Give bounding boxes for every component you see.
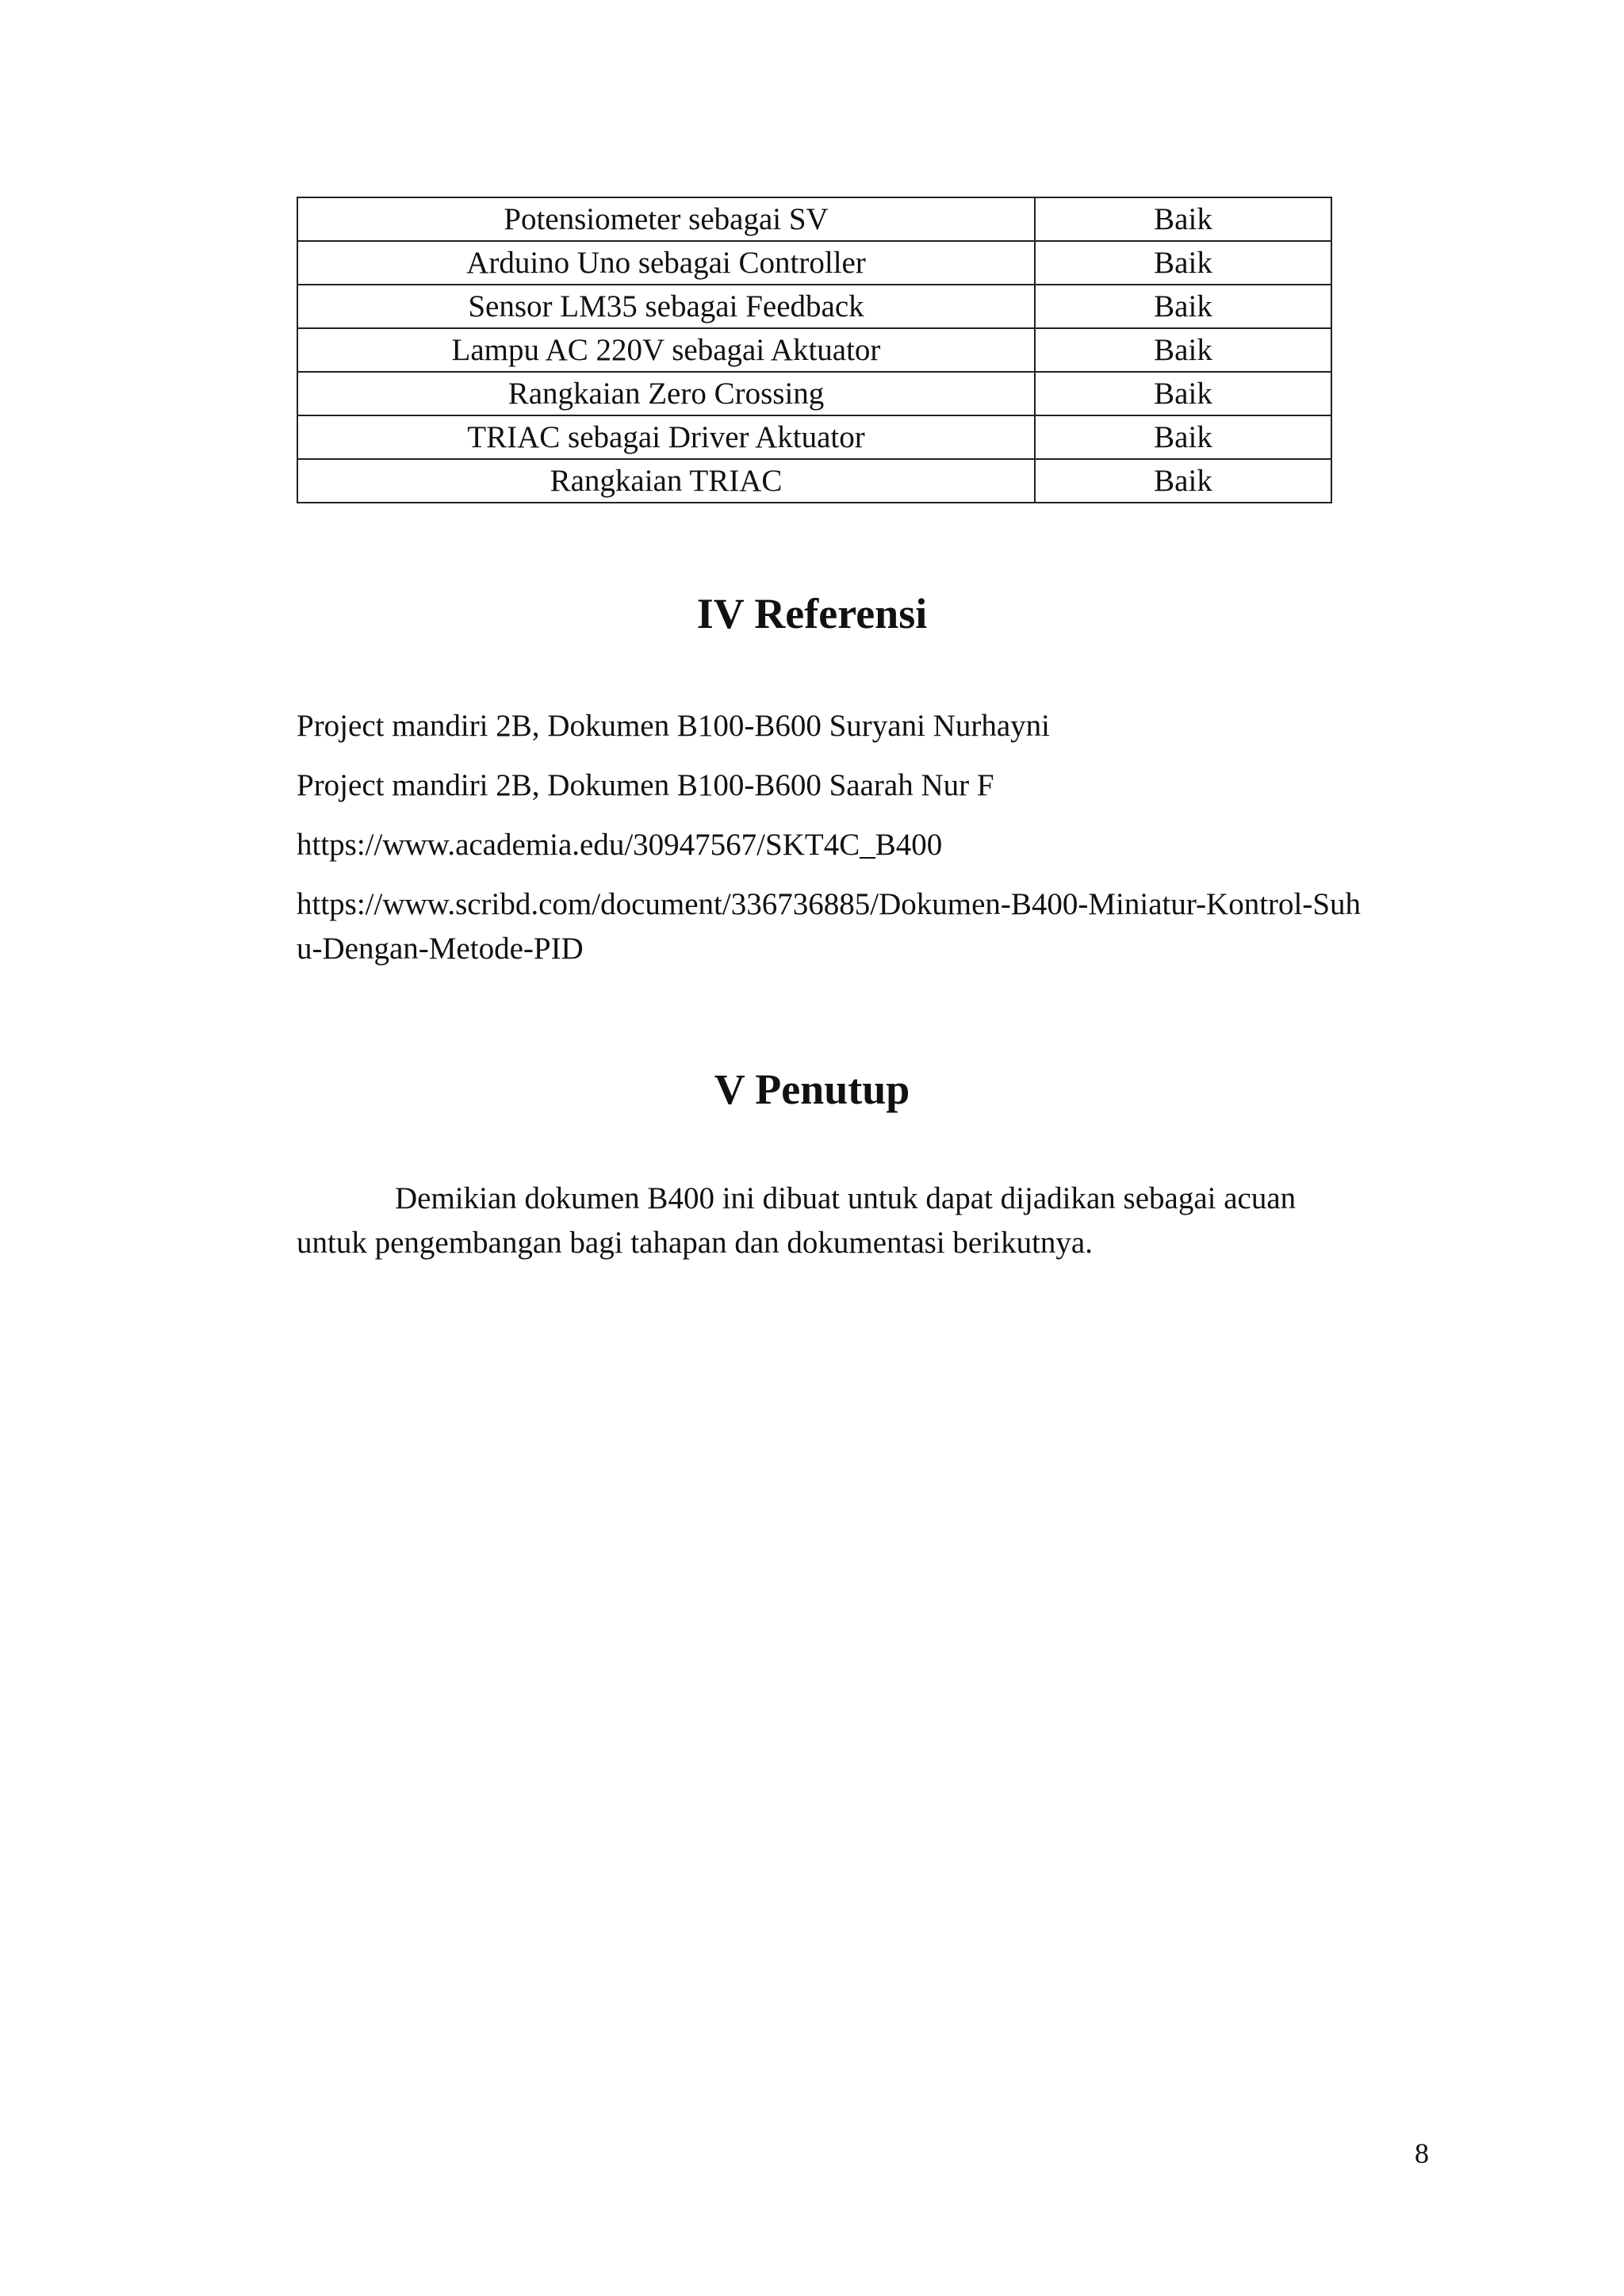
table-row: [297, 415, 1331, 459]
status-cell: Baik: [1035, 197, 1331, 241]
status-cell: Baik: [1035, 372, 1331, 415]
table-row: [297, 241, 1331, 285]
reference-item: Project mandiri 2B, Dokumen B100-B600 Saarah Nur F: [297, 768, 994, 802]
component-cell: Rangkaian Zero Crossing: [297, 372, 1035, 415]
table-row: [297, 285, 1331, 328]
component-cell: Lampu AC 220V sebagai Aktuator: [297, 328, 1035, 372]
reference-item: Project mandiri 2B, Dokumen B100-B600 Suryani Nurhayni: [297, 709, 1050, 743]
status-cell: Baik: [1035, 459, 1331, 503]
status-cell: Baik: [1035, 415, 1331, 459]
table-row: [297, 328, 1331, 372]
component-cell: Arduino Uno sebagai Controller: [297, 241, 1035, 285]
component-status-table: [297, 197, 1332, 503]
closing-paragraph: Demikian dokumen B400 ini dibuat untuk dapat dijadikan sebagai acuan untuk pengembangan bagi tahapan dan dokumentasi berikutnya.: [297, 1181, 1297, 1260]
status-cell: Baik: [1035, 328, 1331, 372]
closing-heading: V Penutup: [714, 1066, 910, 1113]
component-cell: Sensor LM35 sebagai Feedback: [297, 285, 1035, 328]
reference-link[interactable]: https://www.academia.edu/30947567/SKT4C_B400: [297, 828, 943, 862]
table-row: [297, 372, 1331, 415]
component-cell: Rangkaian TRIAC: [297, 459, 1035, 503]
component-cell: Potensiometer sebagai SV: [297, 197, 1035, 241]
status-cell: Baik: [1035, 241, 1331, 285]
table-row: [297, 459, 1331, 503]
reference-link[interactable]: https://www.scribd.com/document/336736885/Dokumen-B400-Miniatur-Kontrol-Suhu-Dengan-Metode-PID: [297, 887, 1362, 966]
references-heading: IV Referensi: [696, 590, 928, 637]
page-number: 8: [1415, 2137, 1429, 2169]
table-row: [297, 197, 1331, 241]
component-cell: TRIAC sebagai Driver Aktuator: [297, 415, 1035, 459]
status-cell: Baik: [1035, 285, 1331, 328]
references-list: [297, 704, 1375, 986]
